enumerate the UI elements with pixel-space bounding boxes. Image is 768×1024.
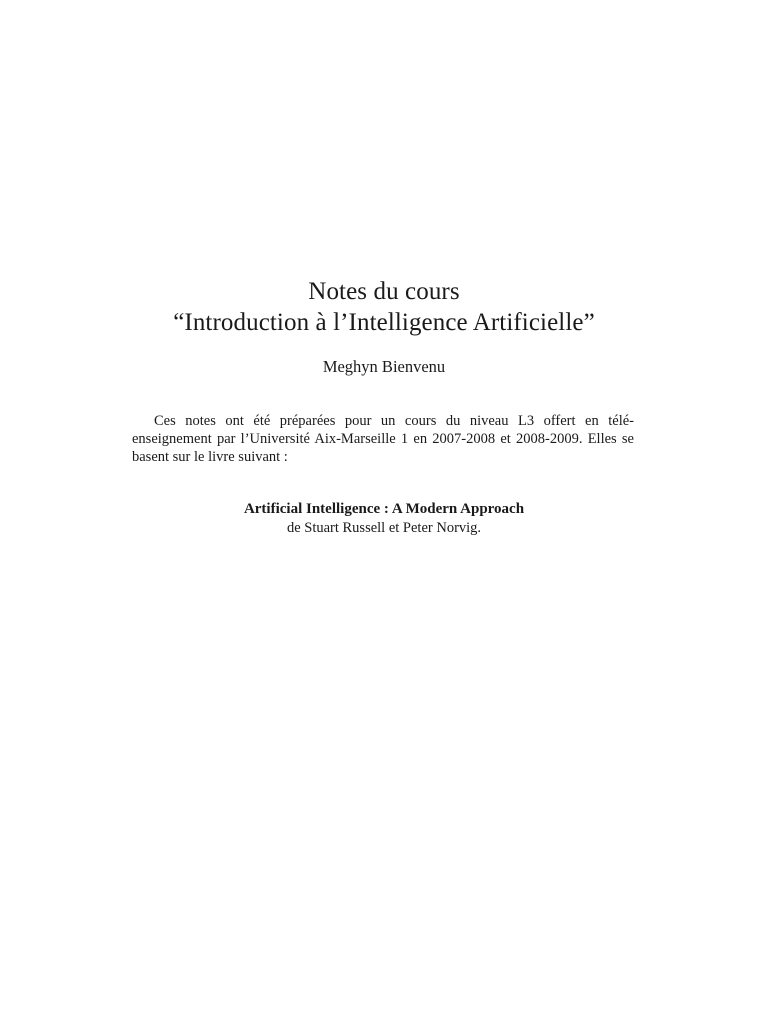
page-title: Notes du cours [308, 278, 460, 305]
author-name: Meghyn Bienvenu [322, 357, 446, 376]
book-title: Artificial Intelligence : A Modern Approach [243, 501, 525, 517]
title-block [0, 276, 768, 338]
course-title: “Introduction à l’Intelligence Artificielle” [173, 309, 595, 336]
book-reference [0, 500, 768, 537]
book-authors: de Stuart Russell et Peter Norvig. [286, 520, 482, 536]
intro-paragraph: Ces notes ont été préparées pour un cours du niveau L3 offert en télé-enseignement par l’Université Aix-Marseille 1 en 2007-2008 et 2008-2009. Elles se basent sur le livre suivant : [132, 413, 634, 465]
